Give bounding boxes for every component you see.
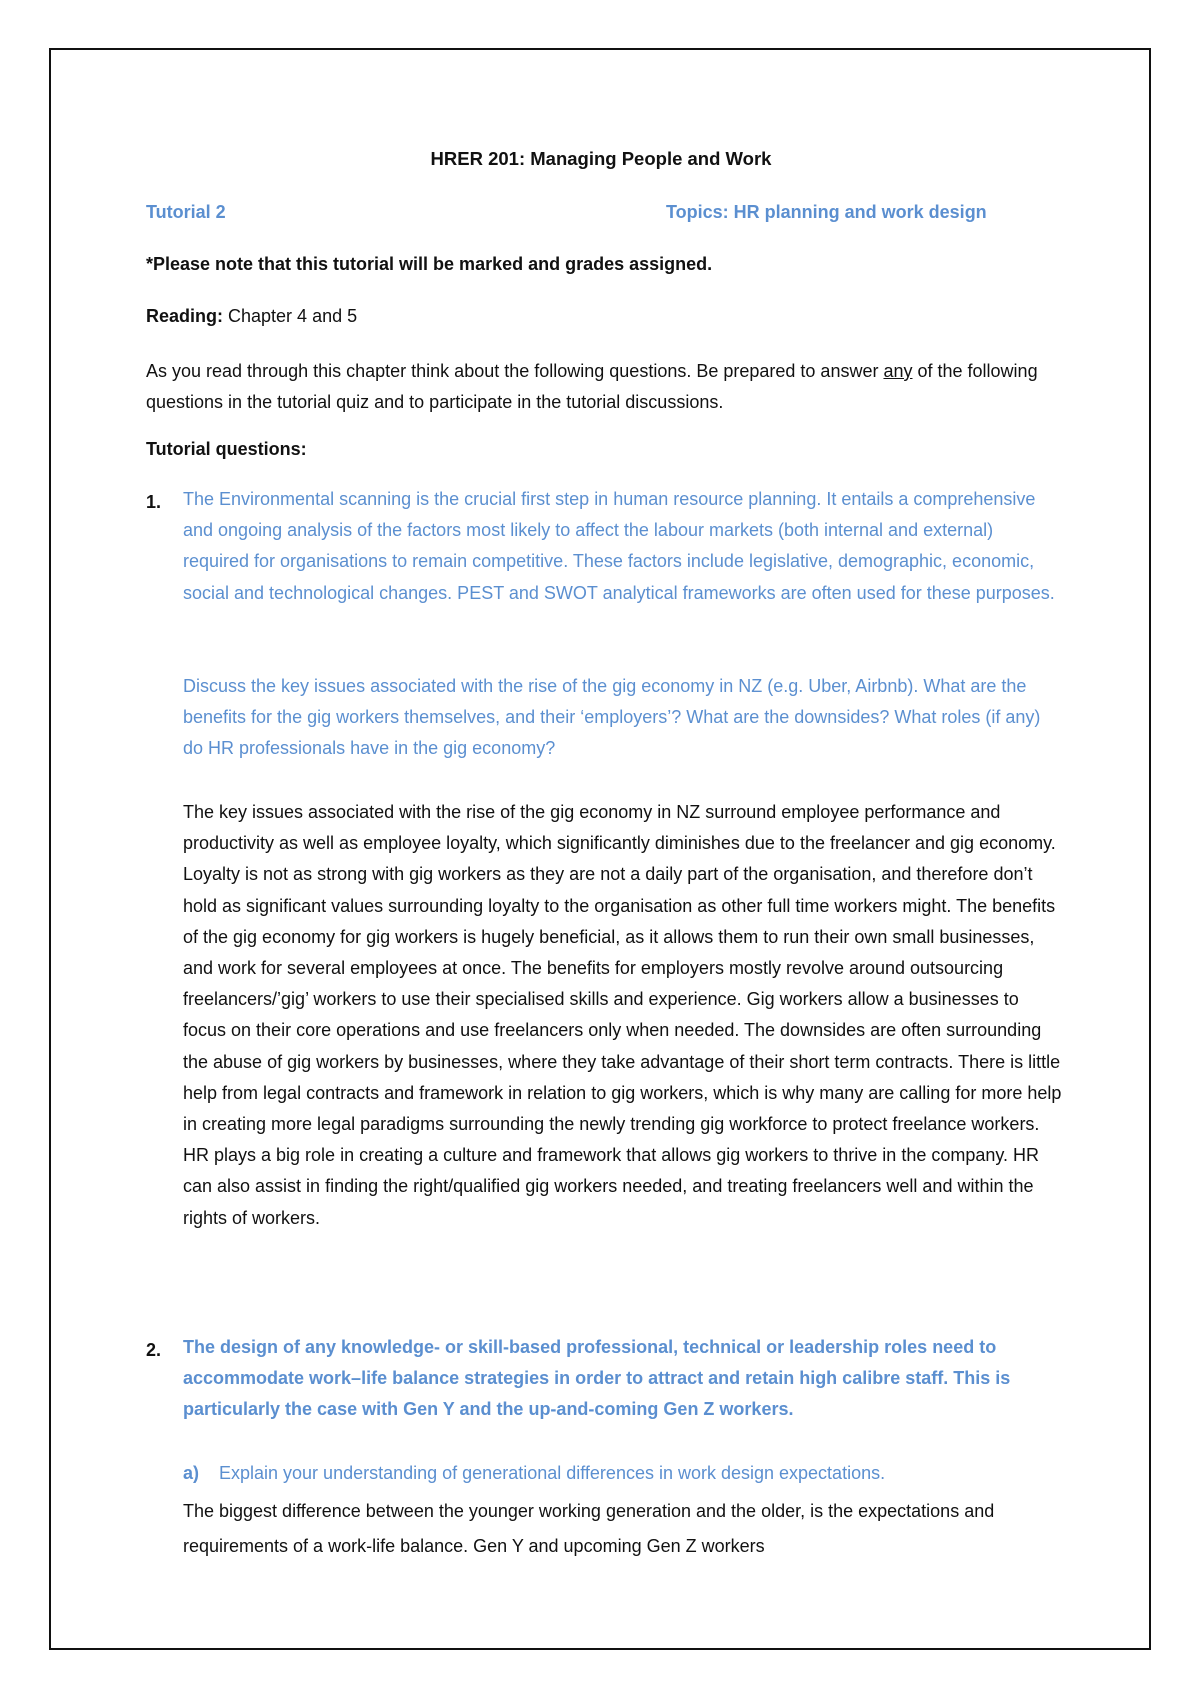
question-2-text: The design of any knowledge- or skill-based professional, technical or leadership roles need to accommodate work–life balance strategies in order to attract and retain high calibre staff. This is particularly the case with Gen Y and the up-and-coming Gen Z workers. — [183, 1337, 1011, 1420]
tutorial-header — [146, 202, 1056, 223]
question-1-answer: The key issues associated with the rise of the gig economy in NZ surround employee performance and productivity as well as employee loyalty, which significantly diminishes due to the freelancer and gig economy. Loyalty is not as strong with gig workers as they are not a daily part of the organisation, and therefore don’t hold as significant values surrounding loyalty to the organisation as other full time workers might. The benefits of the gig economy for gig workers is hugely beneficial, as it allows them to run their own small businesses, and work for several employees at once. The benefits for employers mostly revolve around outsourcing freelancers/’gig’ workers to use their specialised skills and experience. Gig workers allow a businesses to focus on their core operations and use freelancers only when needed. The downsides are often surrounding the abuse of gig workers by businesses, where they take advantage of their short term contracts. There is little help from legal contracts and framework in relation to gig workers, which is why many are calling for more help in creating more legal paradigms surrounding the newly trending gig workforce to protect freelance workers. HR plays a big role in creating a culture and framework that allows gig workers to thrive in the company. HR can also assist in finding the right/qualified gig workers needed, and treating freelancers well and within the rights of workers. — [183, 802, 1062, 1228]
question-2a-answer: The biggest difference between the younger working generation and the older, is the expectations and requirements of a work-life balance. Gen Y and upcoming Gen Z workers — [183, 1501, 995, 1556]
question-2a — [183, 1458, 1063, 1489]
intro-paragraph — [146, 356, 1056, 418]
question-1-number: 1. — [146, 492, 162, 512]
question-1-discussion: Discuss the key issues associated with the rise of the gig economy in NZ (e.g. Uber, Airbnb). What are the benefits for the gig workers themselves, and their ‘employers’? What are the downsides? What roles (if any) do HR professionals have in the gig economy? — [183, 676, 1041, 759]
question-2-number: 2. — [146, 1340, 162, 1360]
question-1-text: The Environmental scanning is the crucial first step in human resource planning. It entails a comprehensive and ongoing analysis of the factors most likely to affect the labour markets (both internal and external) required for organisations to remain competitive. These factors include legislative, demographic, economic, social and technological changes. PEST and SWOT analytical frameworks are often used for these purposes. — [183, 489, 1055, 603]
tutorial-label: Tutorial 2 — [146, 202, 226, 222]
page-title: HRER 201: Managing People and Work — [430, 148, 772, 169]
reading-label: Reading: — [146, 306, 224, 326]
question-2a-text: Explain your understanding of generational differences in work design expectations. — [219, 1463, 886, 1483]
reading-line — [146, 306, 1056, 327]
questions-heading: Tutorial questions: — [146, 439, 307, 459]
intro-emphasis: any — [883, 361, 913, 381]
marking-note: *Please note that this tutorial will be marked and grades assigned. — [146, 254, 713, 274]
intro-text-2: of the following questions in the tutorial quiz and to participate in the tutorial discussions. — [146, 361, 1038, 412]
topics-label: Topics: HR planning and work design — [666, 202, 987, 222]
intro-text-1: As you read through this chapter think about the following questions. Be prepared to answer — [146, 361, 884, 381]
question-2a-label: a) — [183, 1463, 200, 1483]
reading-value: Chapter 4 and 5 — [223, 306, 358, 326]
